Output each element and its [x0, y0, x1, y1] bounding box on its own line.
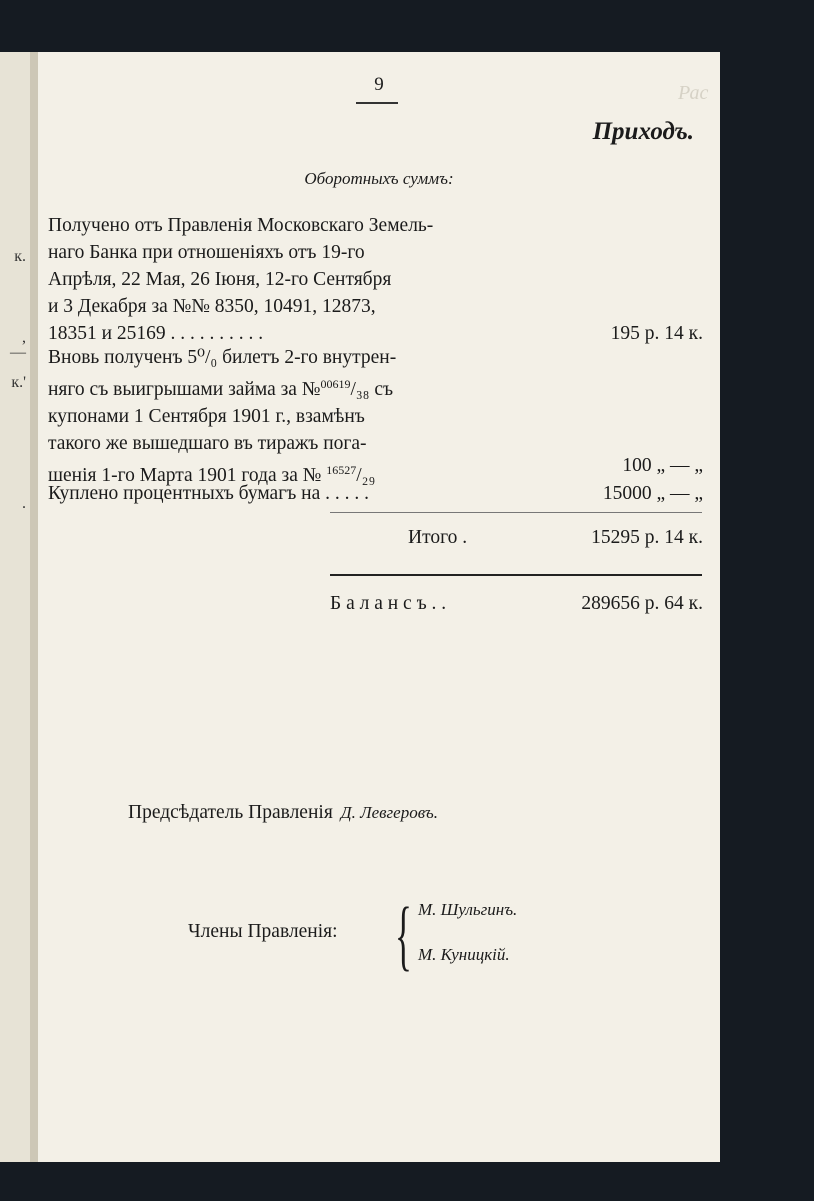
entry-line: Апрѣля, 22 Мая, 26 Іюня, 12-го Сентября	[48, 269, 392, 290]
page-heading: Приходъ.	[592, 118, 694, 145]
ledger-entry-2	[48, 344, 703, 489]
left-fragment: —	[10, 344, 26, 361]
book-gutter	[30, 52, 38, 1162]
left-fragment: к.	[14, 248, 26, 265]
entry-line: 18351 и 25169 . . . . . . . . . .	[48, 323, 264, 344]
entry-line: и 3 Декабря за №№ 8350, 10491, 12873,	[48, 296, 376, 317]
entry-text: шенія 1-го Марта 1901 года за №	[48, 465, 322, 486]
left-fragment: к.'	[11, 374, 26, 391]
document-page	[38, 52, 720, 1162]
entry-text: няго съ выигрышами займа за №	[48, 379, 321, 400]
board-members-label: Члены Правленія:	[188, 921, 338, 942]
balance-label: Б а л а н с ъ . .	[330, 593, 447, 614]
superscript-number: 00619	[320, 377, 351, 391]
bleed-through-text: Рас	[678, 82, 709, 104]
chairman-name: Д. Левгеровъ.	[340, 803, 438, 822]
left-fragment: .	[22, 495, 26, 512]
entry-line: Получено отъ Правленія Московскаго Земель-	[48, 215, 434, 236]
entry-line: такого же вышедшаго въ тиражъ пога-	[48, 433, 367, 454]
page-number: 9	[374, 74, 384, 95]
ledger-entry-3	[48, 480, 703, 507]
superscript-number: 16527	[326, 463, 357, 477]
curly-brace: {	[395, 891, 412, 978]
entry-line	[48, 371, 703, 403]
entry-line: наго Банка при отношеніяхъ отъ 19-го	[48, 242, 365, 263]
left-fragment: ,	[22, 329, 26, 346]
ledger-entry-1	[48, 212, 703, 347]
page-number-underline	[356, 102, 398, 104]
balance-rule	[330, 574, 702, 576]
subtotal-rule	[330, 512, 702, 513]
entry-line: Вновь полученъ 5⁰/₀ билетъ 2-го внутрен-	[48, 347, 397, 368]
board-member-name: М. Шульгинъ.	[418, 900, 518, 919]
board-member-name: М. Куницкій.	[418, 945, 510, 964]
entry-text: /₃₈ съ	[350, 379, 394, 400]
entry-line: купонами 1 Сентября 1901 г., взамѣнъ	[48, 406, 365, 427]
section-subheading: Оборотныхъ суммъ:	[304, 169, 454, 188]
entry-amount: 15000 „ — „	[602, 483, 703, 504]
entry-text: /₂₉	[356, 465, 376, 486]
left-page-edge	[0, 52, 30, 1162]
entry-amount: 100 „ — „	[622, 455, 703, 476]
balance-amount: 289656 р. 64 к.	[581, 593, 703, 614]
total-amount: 15295 р. 14 к.	[591, 527, 703, 548]
entry-amount: 195 р. 14 к.	[610, 323, 703, 344]
chairman-title: Предсѣдатель Правленія	[128, 802, 333, 823]
chairman-signature	[128, 802, 438, 824]
entry-line: Куплено процентныхъ бумагъ на . . . . .	[48, 483, 369, 504]
total-label: Итого .	[408, 527, 468, 548]
